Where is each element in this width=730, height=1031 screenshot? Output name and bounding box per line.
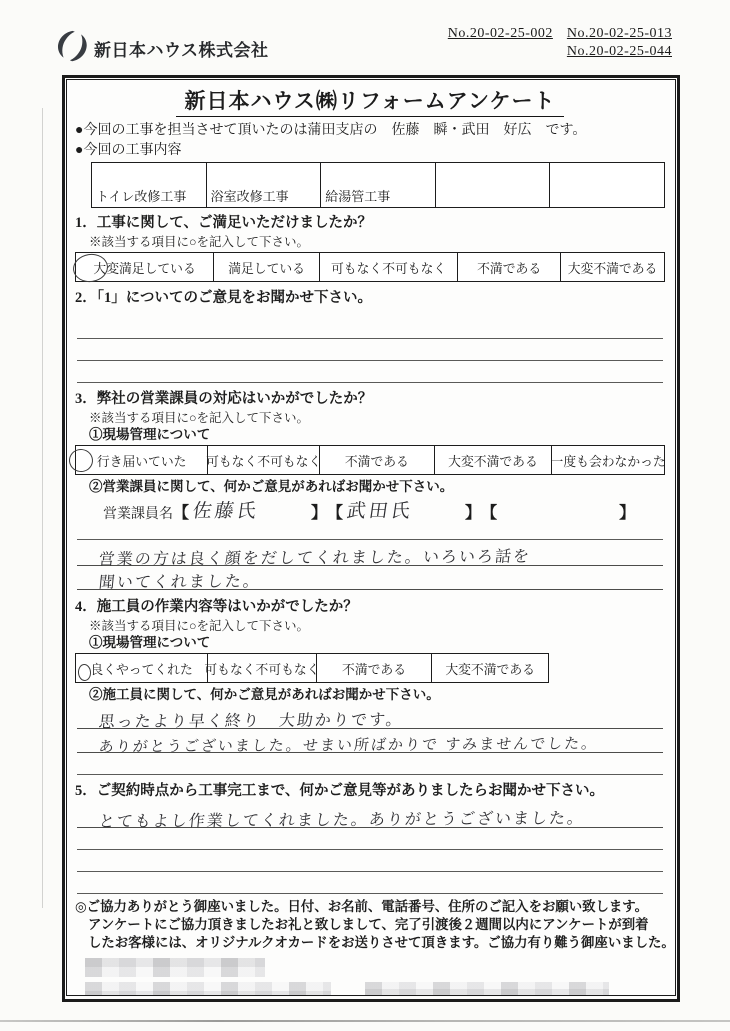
q3-answer-line — [77, 566, 663, 590]
q3-note: ※該当する項目に○を記入して下さい。 — [89, 411, 310, 425]
q5-answer-line — [77, 802, 663, 831]
q1-option-selected: 大変満足している — [76, 253, 214, 281]
q5-title: 5．ご契約時点から工事完工まで、何かご意見等がありましたらお聞かせ下さい。 — [75, 783, 604, 799]
q4-option-selected: 良くやってくれた — [76, 654, 208, 682]
q1-option: 満足している — [214, 253, 320, 281]
document-numbers — [448, 26, 672, 60]
q1-option: 可もなく不可もなく — [320, 253, 458, 281]
survey-form-box — [62, 75, 680, 1002]
doc-number-1: No.20-02-25-002 — [447, 26, 553, 41]
handwritten-answer: 思ったより早く終り 大助かりです。 — [97, 711, 405, 732]
form-title: 新日本ハウス㈱リフォームアンケート — [176, 85, 563, 117]
blank-answer-line — [77, 850, 663, 872]
redacted-block — [365, 982, 609, 996]
redacted-block — [85, 958, 265, 977]
q4-option: 大変不満である — [445, 662, 535, 677]
q4-sub1: ①現場管理について — [89, 635, 211, 650]
handwritten-answer: 営業の方は良く顔をだしてくれました。いろいろ話を — [97, 548, 532, 569]
q3-option: 不満である — [320, 446, 435, 474]
q3-option: 可もなく不可もなく — [208, 446, 320, 474]
footer-thanks-paragraph — [75, 898, 675, 952]
q4-answer-line — [77, 729, 663, 756]
blank-answer-line — [77, 828, 663, 850]
footer-line: したお客様には、オリジナルクオカードをお送りさせて頂きます。ご協力有り難う御座いました。 — [88, 935, 675, 950]
q3-option: 大変不満である — [435, 446, 553, 474]
q1-option: 大変不満である — [567, 261, 658, 276]
work-item-cell: トイレ改修工事 — [92, 163, 207, 207]
handwritten-answer: 聞いてくれました。 — [97, 573, 262, 592]
q3-option-selected: 行き届いていた — [76, 446, 208, 474]
q3-option: 一度も会わなかった — [550, 454, 666, 469]
q4-option: 可もなく不可もなく — [208, 654, 317, 682]
blank-answer-line — [77, 361, 663, 383]
work-item-cell — [550, 163, 664, 207]
company-brand — [56, 30, 269, 67]
handwritten-circle-mark — [68, 448, 94, 473]
q3-answer-line — [77, 540, 663, 569]
q2-title: 2．「1」についてのご意見をお聞かせ下さい。 — [75, 290, 372, 306]
work-content-label: ●今回の工事内容 — [75, 143, 182, 158]
blank-answer-line — [77, 753, 663, 775]
staff-label: 営業課員名 — [103, 507, 173, 522]
sales-staff-names-row: 営業課員名 【 佐藤氏 】 【 武田氏 】 【 】 — [103, 497, 665, 523]
company-logo-icon — [54, 28, 91, 69]
q3-options-table — [75, 445, 665, 475]
q4-title: 4．施工員の作業内容等はいかがでしたか？ — [75, 599, 358, 615]
work-item-cell — [436, 163, 551, 207]
q3-sub1: ①現場管理について — [89, 427, 211, 442]
doc-number-2: No.20-02-25-013 — [566, 26, 672, 41]
q4-sub2: ②施工員に関して、何かご意見があればお聞かせ下さい。 — [89, 687, 440, 702]
handwritten-answer: とてもよし作業してくれました。ありがとうございました。 — [97, 810, 586, 831]
blank-answer-line — [77, 523, 663, 540]
footer-line: アンケートにご協力頂きましたお礼と致しまして、完了引渡後２週間以内にアンケートが到着 — [88, 917, 649, 932]
work-item-cell: 給湯管工事 — [321, 163, 436, 207]
page-header — [50, 24, 680, 72]
q1-title: 1．工事に関して、ご満足いただけましたか？ — [75, 215, 372, 231]
q4-options-table — [75, 653, 549, 683]
q4-answer-line — [77, 703, 663, 732]
blank-answer-line — [77, 339, 663, 361]
work-content-table — [91, 162, 665, 208]
q1-options-table — [75, 252, 665, 282]
footer-line: ◎ご協力ありがとう御座いました。日付、お名前、電話番号、住所のご記入をお願い致します。 — [75, 899, 649, 914]
q4-option: 不満である — [317, 654, 433, 682]
handwritten-staff-name: 佐藤氏 — [191, 501, 261, 522]
scan-edge-shadow — [42, 108, 43, 908]
handwritten-answer: ありがとうございました。せまい所ばかりで すみませんでした。 — [97, 735, 600, 756]
intro-line: ●今回の工事を担当させて頂いたのは蒲田支店の 佐藤 瞬・武田 好広 です。 — [75, 123, 587, 138]
q3-title: 3．弊社の営業課員の対応はいかがでしたか？ — [75, 391, 373, 407]
scan-bottom-edge-line — [0, 1020, 730, 1022]
handwritten-staff-name: 武田氏 — [345, 501, 415, 522]
blank-answer-line — [77, 872, 663, 894]
doc-number-3: No.20-02-25-044 — [566, 44, 672, 59]
company-name: 新日本ハウス株式会社 — [94, 41, 269, 60]
redacted-block — [85, 982, 331, 996]
q4-note: ※該当する項目に○を記入して下さい。 — [89, 619, 310, 633]
work-item-cell: 浴室改修工事 — [207, 163, 322, 207]
q1-option: 不満である — [458, 253, 561, 281]
redacted-personal-info — [85, 958, 665, 996]
blank-answer-line — [77, 317, 663, 339]
handwritten-circle-mark — [77, 664, 91, 682]
q1-note: ※該当する項目に○を記入して下さい。 — [89, 235, 310, 249]
q3-sub2: ②営業課員に関して、何かご意見があればお聞かせ下さい。 — [89, 479, 454, 494]
